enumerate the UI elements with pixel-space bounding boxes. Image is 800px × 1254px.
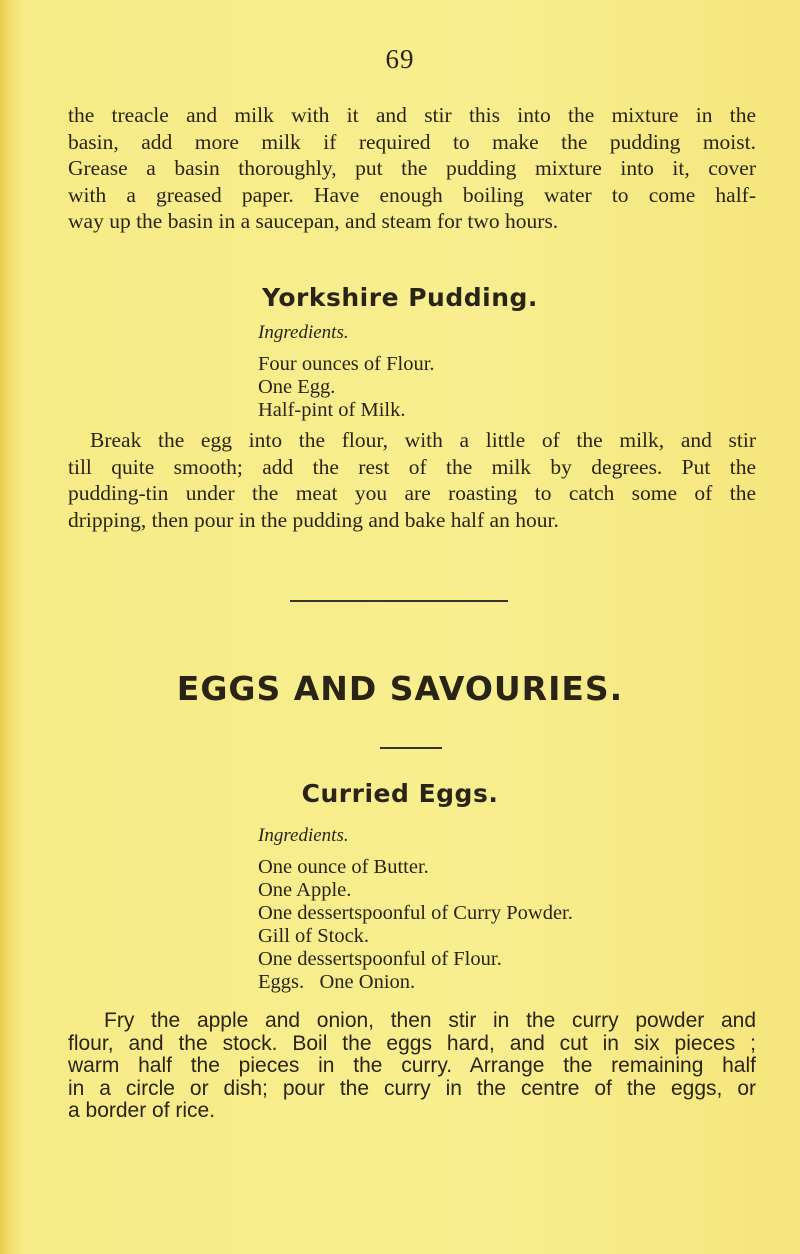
curried-method (68, 1010, 756, 1123)
ingredient-item: Half-pint of Milk. (258, 399, 406, 421)
ingredient-item: One ounce of Butter. (258, 856, 429, 878)
ingredient-item: One dessertspoonful of Curry Powder. (258, 902, 573, 924)
paragraph-line: basin, add more milk if required to make the pudding moist. (68, 129, 756, 154)
recipe-title-curried-eggs: Curried Eggs. (301, 779, 499, 808)
ingredient-item: One Egg. (258, 376, 336, 398)
ingredients-label: Ingredients. (258, 322, 349, 343)
small-divider (380, 747, 442, 749)
paragraph-line: pudding-tin under the meat you are roasting to catch some of the (68, 481, 756, 505)
paragraph-line: warm half the pieces in the curry. Arrange the remaining half (68, 1054, 756, 1077)
paragraph-line: Break the egg into the flour, with a little of the milk, and stir (90, 428, 756, 452)
paragraph-line: way up the basin in a saucepan, and steam for two hours. (68, 209, 559, 233)
ingredients-label: Ingredients. (258, 825, 349, 846)
section-divider (290, 600, 508, 602)
ingredient-item: One Apple. (258, 879, 352, 901)
ingredient-item: Gill of Stock. (258, 925, 370, 947)
paragraph-line: flour, and the stock. Boil the eggs hard, and cut in six pieces ; (68, 1031, 756, 1055)
recipe-title-yorkshire: Yorkshire Pudding. (262, 283, 538, 312)
paragraph-line: Grease a basin thoroughly, put the pudding mixture into it, cover (68, 156, 756, 180)
ingredient-item: One dessertspoonful of Flour. (258, 948, 502, 970)
paragraph-line: Fry the apple and onion, then stir in the curry powder and (104, 1009, 756, 1032)
paragraph-line: till quite smooth; add the rest of the milk by degrees. Put the (68, 454, 756, 479)
paragraph-line: in a circle or dish; pour the curry in the centre of the eggs, or (68, 1076, 756, 1100)
yorkshire-method (68, 427, 756, 533)
intro-paragraph (68, 102, 756, 235)
ingredients-list-curried (258, 856, 573, 994)
page-number: 69 (385, 44, 415, 74)
paragraph-line: the treacle and milk with it and stir this into the mixture in the (68, 103, 756, 127)
ingredients-list-yorkshire (258, 353, 435, 422)
section-title: EGGS AND SAVOURIES. (176, 669, 624, 708)
ingredient-item: Eggs. One Onion. (258, 971, 416, 993)
paragraph-line: dripping, then pour in the pudding and bake half an hour. (68, 507, 559, 532)
ingredient-item: Four ounces of Flour. (258, 353, 435, 375)
paragraph-line: a border of rice. (68, 1099, 216, 1122)
paragraph-line: with a greased paper. Have enough boiling water to come half- (68, 182, 756, 207)
